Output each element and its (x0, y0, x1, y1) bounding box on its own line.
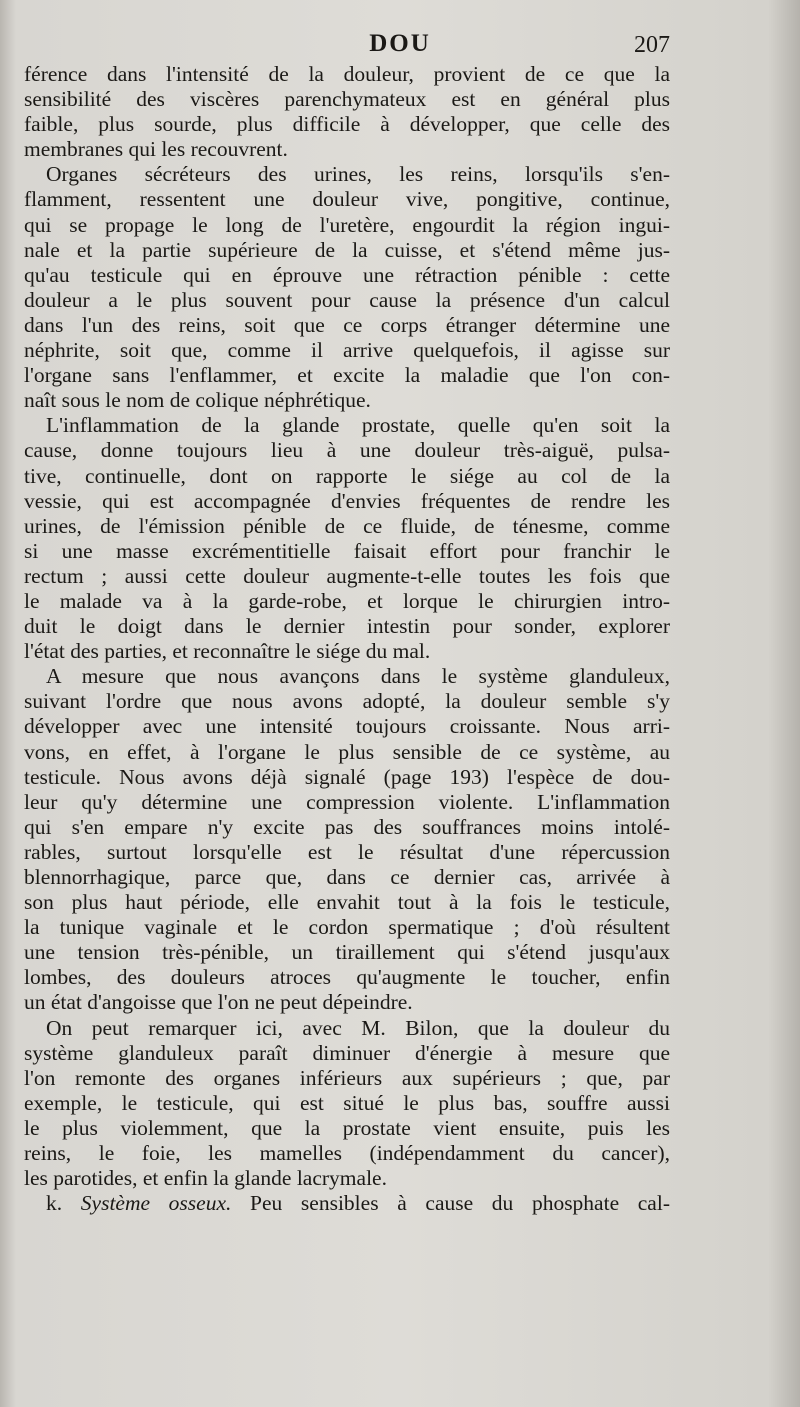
text-line: si une masse excrémentitielle faisait effort pour franchir le (24, 538, 670, 563)
text-line: testicule. Nous avons déjà signalé (page 193) l'espèce de dou- (24, 764, 670, 789)
text-line: cause, donne toujours lieu à une douleur très-aiguë, pulsa- (24, 438, 670, 463)
text-line: blennorrhagique, parce que, dans ce dernier cas, arrivée à (24, 865, 670, 889)
text-line: naît sous le nom de colique néphrétique. (24, 388, 371, 413)
text-line: l'organe sans l'enflammer, et excite la maladie que l'on con- (24, 363, 670, 388)
text-line: une tension très-pénible, un tiraillement qui s'étend jusqu'aux (24, 940, 670, 965)
text-line: un état d'angoisse que l'on ne peut dépeindre. (24, 990, 413, 1015)
text-line: exemple, le testicule, qui est situé le plus bas, souffre aussi (24, 1090, 670, 1115)
text-line: urines, de l'émission pénible de ce fluide, de ténesme, comme (24, 513, 670, 538)
section-title: Système osseux. (80, 1191, 232, 1216)
text-line: système glanduleux paraît diminuer d'énergie à mesure que (24, 1040, 670, 1065)
text-line: qu'au testicule qui en éprouve une rétraction pénible : cette (24, 262, 670, 287)
text-line: duit le doigt dans le dernier intestin pour sonder, explorer (24, 614, 670, 639)
text-line: Organes sécréteurs des urines, les reins, lorsqu'ils s'en- (46, 162, 670, 187)
page-header (0, 30, 800, 66)
text-line: le plus violemment, que la prostate vient ensuite, puis les (24, 1115, 670, 1140)
text-line: douleur a le plus souvent pour cause la présence d'un calcul (24, 287, 670, 312)
text-line: rectum ; aussi cette douleur augmente-t-elle toutes les fois que (24, 563, 670, 588)
text-line: nale et la partie supérieure de la cuisse, et s'étend même jus- (24, 237, 670, 262)
section-text: Peu sensibles à cause du phosphate cal- (231, 1191, 670, 1216)
text-line: le malade va à la garde-robe, et lorque le chirurgien intro- (24, 588, 670, 613)
text-line: flamment, ressentent une douleur vive, pongitive, continue, (24, 187, 670, 212)
text-line: vons, en effet, à l'organe le plus sensible de ce système, au (24, 739, 670, 764)
page-number: 207 (634, 32, 670, 58)
body-text (24, 62, 670, 1216)
text-line: néphrite, soit que, comme il arrive quelquefois, il agisse sur (24, 338, 670, 363)
text-line: férence dans l'intensité de la douleur, provient de ce que la (24, 62, 670, 86)
text-line: leur qu'y détermine une compression violente. L'inflammation (24, 789, 670, 814)
text-line: dans l'un des reins, soit que ce corps étranger détermine une (24, 312, 670, 337)
text-line: tive, continuelle, dont on rapporte le siége au col de la (24, 463, 670, 488)
text-line: sensibilité des viscères parenchymateux est en général plus (24, 87, 670, 112)
text-line: reins, le foie, les mamelles (indépendamment du cancer), (24, 1141, 670, 1166)
section-heading-line (24, 1191, 670, 1216)
section-mark: k. (46, 1191, 63, 1216)
text-line: son plus haut période, elle envahit tout à la fois le testicule, (24, 890, 670, 915)
text-line: qui s'en empare n'y excite pas des souffrances moins intolé- (24, 814, 670, 839)
text-line: l'on remonte des organes inférieurs aux supérieurs ; que, par (24, 1065, 670, 1090)
running-head: DOU (369, 30, 431, 57)
text-line: les parotides, et enfin la glande lacrymale. (24, 1166, 387, 1191)
text-line: A mesure que nous avançons dans le système glanduleux, (46, 664, 670, 689)
text-line: la tunique vaginale et le cordon spermatique ; d'où résultent (24, 915, 670, 940)
text-line: vessie, qui est accompagnée d'envies fréquentes de rendre les (24, 488, 670, 513)
text-line: développer avec une intensité toujours croissante. Nous arri- (24, 714, 670, 739)
text-line: lombes, des douleurs atroces qu'augmente le toucher, enfin (24, 965, 670, 990)
text-line: membranes qui les recouvrent. (24, 137, 288, 162)
text-line: suivant l'ordre que nous avons adopté, la douleur semble s'y (24, 689, 670, 714)
text-line: On peut remarquer ici, avec M. Bilon, que la douleur du (46, 1015, 670, 1040)
text-line: faible, plus sourde, plus difficile à développer, que celle des (24, 112, 670, 137)
text-line: rables, surtout lorsqu'elle est le résultat d'une répercussion (24, 839, 670, 864)
text-line: L'inflammation de la glande prostate, quelle qu'en soit la (46, 413, 670, 438)
text-line: l'état des parties, et reconnaître le siége du mal. (24, 639, 431, 664)
text-line: qui se propage le long de l'uretère, engourdit la région ingui- (24, 212, 670, 237)
